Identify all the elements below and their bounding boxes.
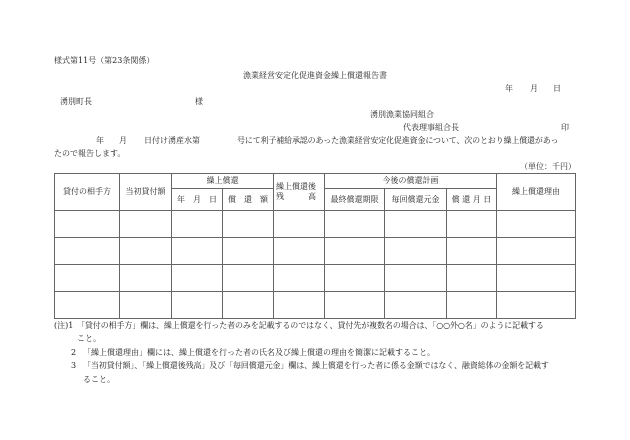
- header-prepayment-amount: 償 還 額: [223, 189, 274, 211]
- addressee-honorific: 様: [195, 97, 203, 106]
- table-cell[interactable]: [55, 292, 120, 319]
- table-cell[interactable]: [223, 211, 274, 238]
- header-prepayment: 繰上償還: [172, 174, 274, 189]
- header-balance-line2: 残 高: [276, 192, 316, 201]
- table-cell[interactable]: [55, 265, 120, 292]
- header-repayment-date: 償 還 月 日: [447, 189, 497, 211]
- header-balance-line1: 繰上償還後: [276, 182, 316, 191]
- table-cell[interactable]: [274, 292, 325, 319]
- table-row: [55, 265, 576, 292]
- table-cell[interactable]: [223, 265, 274, 292]
- table-cell[interactable]: [385, 265, 447, 292]
- date-month: 月: [530, 84, 538, 93]
- addressee-name: 湧別町長: [60, 97, 92, 106]
- note-1-line2: こと。: [77, 334, 101, 343]
- form-number: 様式第11号（第23条関係）: [54, 56, 155, 65]
- header-balance: [274, 174, 325, 211]
- header-reason: 繰上償還理由: [497, 174, 576, 211]
- table-cell[interactable]: [172, 211, 223, 238]
- table-cell[interactable]: [223, 292, 274, 319]
- table-cell[interactable]: [447, 265, 497, 292]
- table-cell[interactable]: [497, 238, 576, 265]
- note-3-label: 3: [71, 361, 77, 370]
- table-cell[interactable]: [385, 292, 447, 319]
- table-cell[interactable]: [497, 292, 576, 319]
- table-cell[interactable]: [172, 238, 223, 265]
- unit-label: （単位：千円）: [520, 162, 576, 171]
- table-cell[interactable]: [385, 211, 447, 238]
- body-line1: 号にて利子補給承認のあった漁業経営安定化促進資金について、次のとおり繰上償還があっ: [237, 136, 559, 145]
- seal-mark: 印: [561, 123, 569, 132]
- table-cell[interactable]: [120, 265, 172, 292]
- sender-title: 代表理事組合長: [403, 123, 459, 132]
- table-row: [55, 211, 576, 238]
- table-cell[interactable]: [223, 238, 274, 265]
- table-cell[interactable]: [385, 238, 447, 265]
- table-cell[interactable]: [447, 238, 497, 265]
- note-2-line1: 「繰上償還理由」欄には、繰上償還を行った者の氏名及び繰上償還の理由を簡潔に記載すること。: [83, 348, 435, 357]
- table-cell[interactable]: [120, 238, 172, 265]
- table-cell[interactable]: [274, 238, 325, 265]
- table-row: [55, 238, 576, 265]
- header-initial-amount: 当初貸付額: [120, 174, 172, 211]
- header-lender: 貸付の相手方: [55, 174, 120, 211]
- note-3-line2: ること。: [83, 375, 115, 384]
- header-prepayment-date: 年 月 日: [172, 189, 223, 211]
- body-line2: たので報告します。: [54, 149, 126, 158]
- note-1-label: (注)1: [54, 321, 74, 330]
- table-cell[interactable]: [55, 238, 120, 265]
- body-month: 月: [119, 136, 127, 145]
- note-2-label: 2: [71, 348, 77, 357]
- prepayment-table: [54, 173, 576, 319]
- table-cell[interactable]: [120, 292, 172, 319]
- table-cell[interactable]: [274, 265, 325, 292]
- header-installment: 毎回償還元金: [385, 189, 447, 211]
- note-1-line1: 「貸付の相手方」欄は、繰上償還を行った者のみを記載するのではなく、貸付先が複数名の場合は、「○○外○名」のように記載する: [77, 321, 544, 330]
- note-3-line1: 「当初貸付額」、「繰上償還後残高」及び「毎回償還元金」欄は、繰上償還を行った者に係る金額ではなく、融資総体の金額を記載す: [83, 361, 549, 370]
- table-cell[interactable]: [325, 238, 385, 265]
- document-title: 漁業経営安定化促進資金繰上償還報告書: [243, 71, 387, 80]
- body-ref-prefix: 日付け湧産水第: [144, 136, 200, 145]
- table-cell[interactable]: [325, 265, 385, 292]
- table-row: [55, 292, 576, 319]
- table-cell[interactable]: [497, 211, 576, 238]
- date-year: 年: [505, 84, 513, 93]
- table-cell[interactable]: [274, 211, 325, 238]
- table-cell[interactable]: [497, 265, 576, 292]
- date-day: 日: [553, 84, 561, 93]
- table-cell[interactable]: [172, 265, 223, 292]
- header-final-deadline: 最終償還期限: [325, 189, 385, 211]
- header-future-plan: 今後の償還計画: [325, 174, 497, 189]
- table-cell[interactable]: [172, 292, 223, 319]
- table-cell[interactable]: [447, 211, 497, 238]
- table-cell[interactable]: [55, 211, 120, 238]
- sender-organization: 湧別漁業協同組合: [370, 110, 434, 119]
- table-cell[interactable]: [120, 211, 172, 238]
- table-cell[interactable]: [325, 292, 385, 319]
- table-cell[interactable]: [447, 292, 497, 319]
- body-year: 年: [96, 136, 104, 145]
- table-cell[interactable]: [325, 211, 385, 238]
